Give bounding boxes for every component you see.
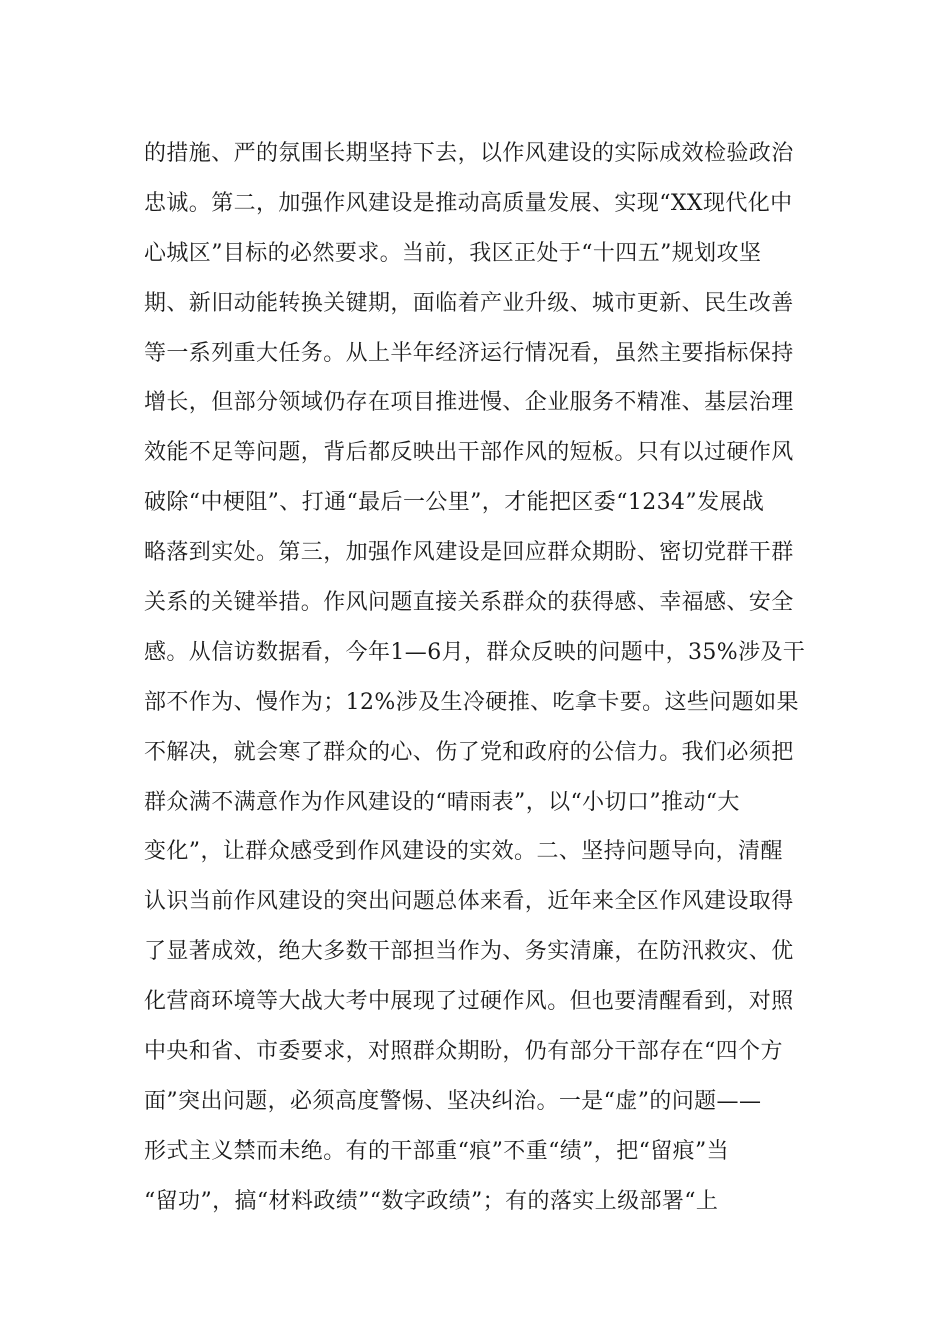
text-line: 了显著成效，绝大多数干部担当作为、务实清廉，在防汛救灾、优 [144, 939, 794, 965]
text-line: 破除“中梗阻”、打通“最后一公里”，才能把区委“1234”发展战 [144, 490, 765, 516]
body-text [144, 129, 814, 1227]
text-line: 心城区”目标的必然要求。当前，我区正处于“十四五”规划攻坚 [144, 240, 762, 266]
text-line: 中央和省、市委要求，对照群众期盼，仍有部分干部存在“四个方 [144, 1039, 783, 1065]
text-line: 认识当前作风建设的突出问题总体来看，近年来全区作风建设取得 [144, 889, 794, 915]
text-line: 期、新旧动能转换关键期，面临着产业升级、城市更新、民生改善 [144, 290, 794, 316]
text-line: 增长，但部分领域仍存在项目推进慢、企业服务不精准、基层治理 [144, 390, 794, 416]
text-line: 略落到实处。第三，加强作风建设是回应群众期盼、密切党群干群 [144, 540, 794, 566]
text-line: 效能不足等问题，背后都反映出干部作风的短板。只有以过硬作风 [144, 440, 794, 466]
text-line: 等一系列重大任务。从上半年经济运行情况看，虽然主要指标保持 [144, 340, 794, 366]
text-line: 群众满不满意作为作风建设的“晴雨表”，以“小切口”推动“大 [144, 789, 740, 815]
text-line: 不解决，就会寒了群众的心、伤了党和政府的公信力。我们必须把 [144, 739, 794, 765]
text-line: 关系的关键举措。作风问题直接关系群众的获得感、幸福感、安全 [144, 590, 794, 616]
text-line: 变化”，让群众感受到作风建设的实效。二、坚持问题导向，清醒 [144, 839, 783, 865]
text-line: 化营商环境等大战大考中展现了过硬作风。但也要清醒看到，对照 [144, 989, 794, 1015]
text-line: 部不作为、慢作为；12%涉及生冷硬推、吃拿卡要。这些问题如果 [144, 689, 799, 715]
text-line: 形式主义禁而未绝。有的干部重“痕”不重“绩”，把“留痕”当 [144, 1138, 730, 1164]
text-line: 感。从信访数据看，今年1—6月，群众反映的问题中，35%涉及干 [144, 639, 806, 665]
text-line: 面”突出问题，必须高度警惕、坚决纠治。一是“虚”的问题—— [144, 1088, 762, 1114]
text-line: 忠诚。第二，加强作风建设是推动高质量发展、实现“XX现代化中 [144, 190, 793, 216]
text-line: “留功”，搞“材料政绩”“数字政绩”；有的落实上级部署“上 [144, 1188, 719, 1214]
text-line: 的措施、严的氛围长期坚持下去，以作风建设的实际成效检验政治 [144, 141, 794, 166]
